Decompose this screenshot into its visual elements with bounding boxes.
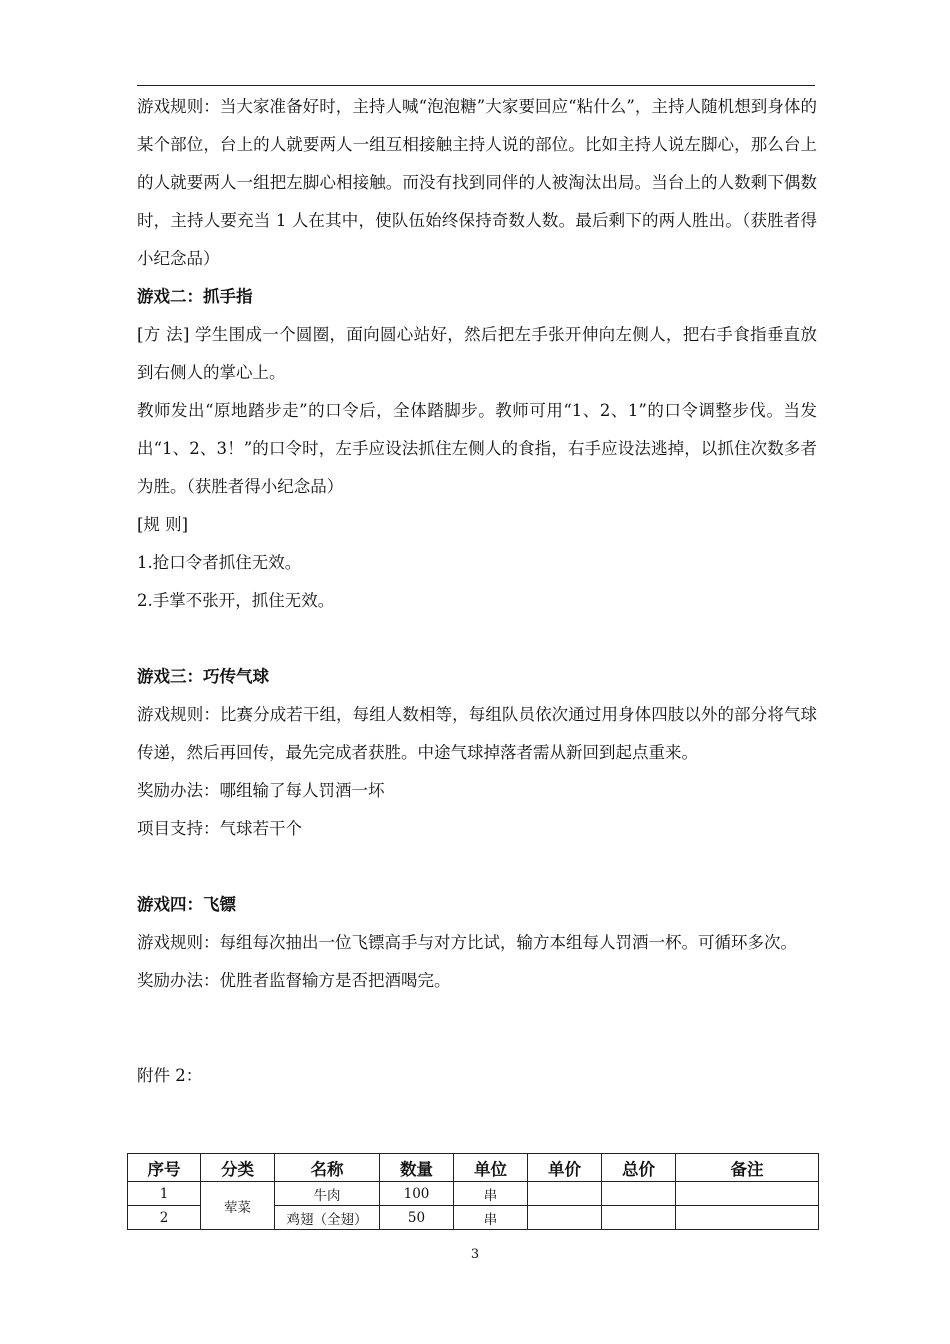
header-unit: 单位: [454, 1154, 528, 1182]
game3-reward: 奖励办法：哪组输了每人罚酒一坏: [137, 781, 385, 800]
header-no: 序号: [128, 1154, 201, 1182]
cell-name: 鸡翅（全翅）: [275, 1206, 380, 1230]
header-note: 备注: [676, 1154, 819, 1182]
cell-no: 2: [128, 1206, 201, 1230]
game2-rule-2: 2.手掌不张开，抓住无效。: [137, 591, 335, 610]
cell-price: [528, 1182, 602, 1206]
game2-description: 教师发出“原地踏步走”的口令后，全体踏脚步。教师可用“1、2、1”的口令调整步伐。当发出“1、2、3！”的口令时，左手应设法抓住左侧人的食指，右手应设法逃掉，以抓住次数多者为胜。（获胜者得小纪念品）: [137, 401, 817, 496]
header-qty: 数量: [380, 1154, 454, 1182]
header-rule: [137, 85, 815, 86]
header-name: 名称: [275, 1154, 380, 1182]
cell-price: [528, 1206, 602, 1230]
header-price: 单价: [528, 1154, 602, 1182]
spacer: [137, 620, 817, 658]
cell-qty: 100: [380, 1182, 454, 1206]
page-number: 3: [470, 1247, 480, 1262]
cell-name: 牛肉: [275, 1182, 380, 1206]
cell-note: [676, 1182, 819, 1206]
game2-rule-1: 1.抢口令者抓住无效。: [137, 553, 302, 572]
annex-label: 附件 2：: [137, 1066, 203, 1085]
spacer: [137, 848, 817, 886]
cell-unit: 串: [454, 1206, 528, 1230]
cell-total: [602, 1206, 676, 1230]
game2-method: [方 法] 学生围成一个圆圈，面向圆心站好，然后把左手张开伸向左侧人，把右手食指垂直放到右侧人的掌心上。: [137, 325, 817, 382]
game4-reward: 奖励办法：优胜者监督输方是否把酒喝完。: [137, 971, 451, 990]
header-total: 总价: [602, 1154, 676, 1182]
cell-qty: 50: [380, 1206, 454, 1230]
table-header-row: [128, 1154, 819, 1182]
spacer: [137, 1000, 817, 1057]
game3-support: 项目支持：气球若干个: [137, 819, 302, 838]
game4-rules: 游戏规则：每组每次抽出一位飞镖高手与对方比试，输方本组每人罚酒一杯。可循环多次。: [137, 933, 797, 952]
game2-title: 游戏二：抓手指: [137, 287, 253, 306]
game2-rules-label: [规 则]: [137, 515, 189, 534]
table-row: [128, 1182, 819, 1206]
items-table: [127, 1153, 819, 1230]
header-category: 分类: [201, 1154, 275, 1182]
document-body: [137, 88, 817, 1095]
game3-rules: 游戏规则：比赛分成若干组，每组人数相等，每组队员依次通过用身体四肢以外的部分将气球传递，然后再回传，最先完成者获胜。中途气球掉落者需从新回到起点重来。: [137, 705, 817, 762]
game3-title: 游戏三：巧传气球: [137, 667, 269, 686]
game1-rules: 游戏规则：当大家准备好时，主持人喊“泡泡糖”大家要回应“粘什么”，主持人随机想到身体的某个部位，台上的人就要两人一组互相接触主持人说的部位。比如主持人说左脚心，那么台上的人就要两人一组把左脚心相接触。而没有找到同伴的人被淘汰出局。当台上的人数剩下偶数时，主持人要充当 1 人在其中，使队伍始终保持奇数人数。最后剩下的两人胜出。（获胜者得小纪念品）: [137, 97, 817, 268]
cell-total: [602, 1182, 676, 1206]
game4-title: 游戏四：飞镖: [137, 895, 236, 914]
cell-category: 荤菜: [201, 1182, 275, 1230]
cell-unit: 串: [454, 1182, 528, 1206]
cell-no: 1: [128, 1182, 201, 1206]
cell-note: [676, 1206, 819, 1230]
